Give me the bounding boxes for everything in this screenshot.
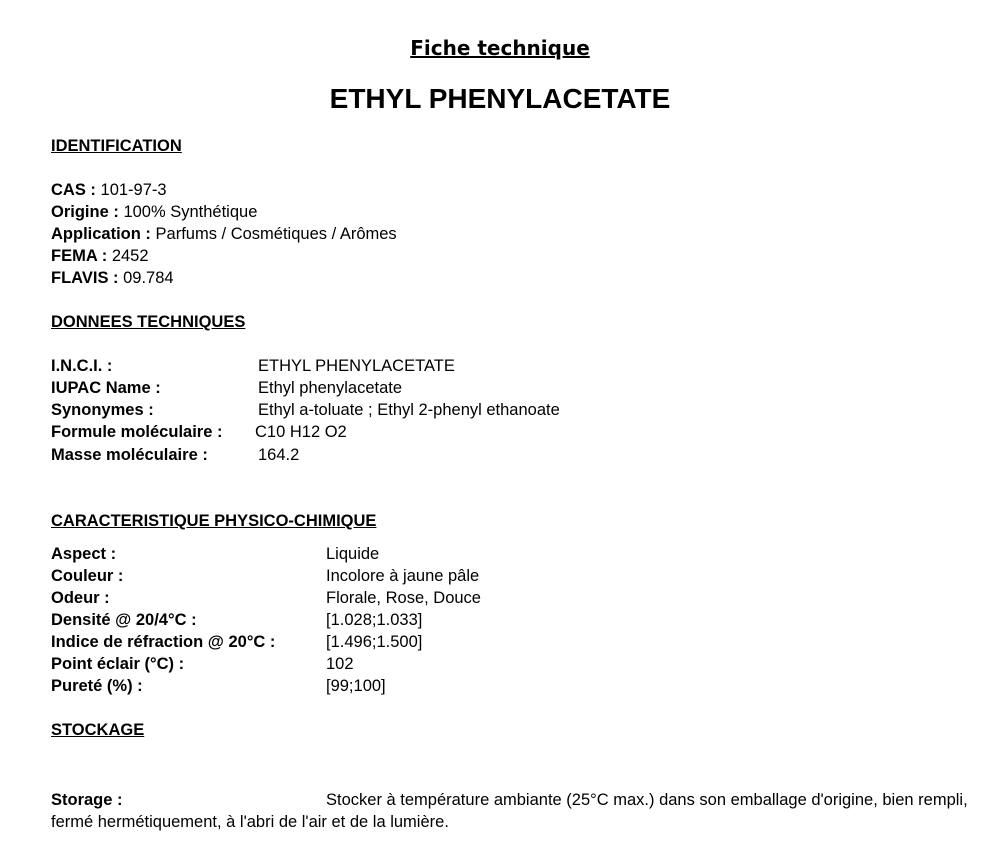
field-label: IUPAC Name : [51,379,161,397]
field-value: Ethyl phenylacetate [258,379,403,397]
field-value: 09.784 [123,269,174,287]
field-label: FEMA : [51,247,108,265]
identification-row-origine [51,203,257,222]
identification-row-flavis [51,269,174,288]
field-value: 102 [326,655,354,673]
field-label: Masse moléculaire : [51,446,208,464]
field-value: [99;100] [326,677,386,695]
field-label: CAS : [51,181,96,199]
field-label: Odeur : [51,589,110,607]
storage-text: Stocker à température ambiante (25°C max.) dans son emballage d'origine, bien rempli, fermé hermétiquement, à l'abri de l'air et de la lumière. [51,791,968,831]
field-value: 101-97-3 [100,181,167,199]
storage-heading: STOCKAGE [51,721,145,739]
field-value: Ethyl a-toluate ; Ethyl 2-phenyl ethanoate [258,401,560,419]
field-value: [1.028;1.033] [326,611,423,629]
product-name: ETHYL PHENYLACETATE [329,83,671,114]
field-value: Parfums / Cosmétiques / Arômes [155,225,397,243]
identification-heading: IDENTIFICATION [51,137,182,155]
identification-row-application [51,225,397,244]
field-value: C10 H12 O2 [255,423,347,441]
field-label: Pureté (%) : [51,677,143,695]
physico-chemical-heading: CARACTERISTIQUE PHYSICO-CHIMIQUE [51,512,377,530]
field-label: Densité @ 20/4°C : [51,611,197,629]
field-value: Incolore à jaune pâle [326,567,480,585]
field-value: ETHYL PHENYLACETATE [258,357,455,375]
field-value: 2452 [111,247,149,265]
field-value: Liquide [326,545,380,563]
field-label: Application : [51,225,151,243]
field-value: [1.496;1.500] [326,633,423,651]
field-label: Indice de réfraction @ 20°C : [51,633,276,651]
storage-label: Storage : [51,791,123,809]
field-value: Florale, Rose, Douce [326,589,481,607]
storage-paragraph [51,789,981,833]
field-label: Synonymes : [51,401,154,419]
identification-row-cas [51,181,167,200]
field-label: FLAVIS : [51,269,119,287]
technical-heading: DONNEES TECHNIQUES [51,313,246,331]
field-label: I.N.C.I. : [51,357,113,375]
field-label: Origine : [51,203,119,221]
field-label: Aspect : [51,545,117,563]
field-label: Formule moléculaire : [51,423,223,441]
field-value: 164.2 [258,446,300,464]
field-value: 100% Synthétique [123,203,258,221]
field-label: Point éclair (°C) : [51,655,185,673]
field-label: Couleur : [51,567,124,585]
document-title: Fiche technique [410,36,590,60]
identification-row-fema [51,247,149,266]
